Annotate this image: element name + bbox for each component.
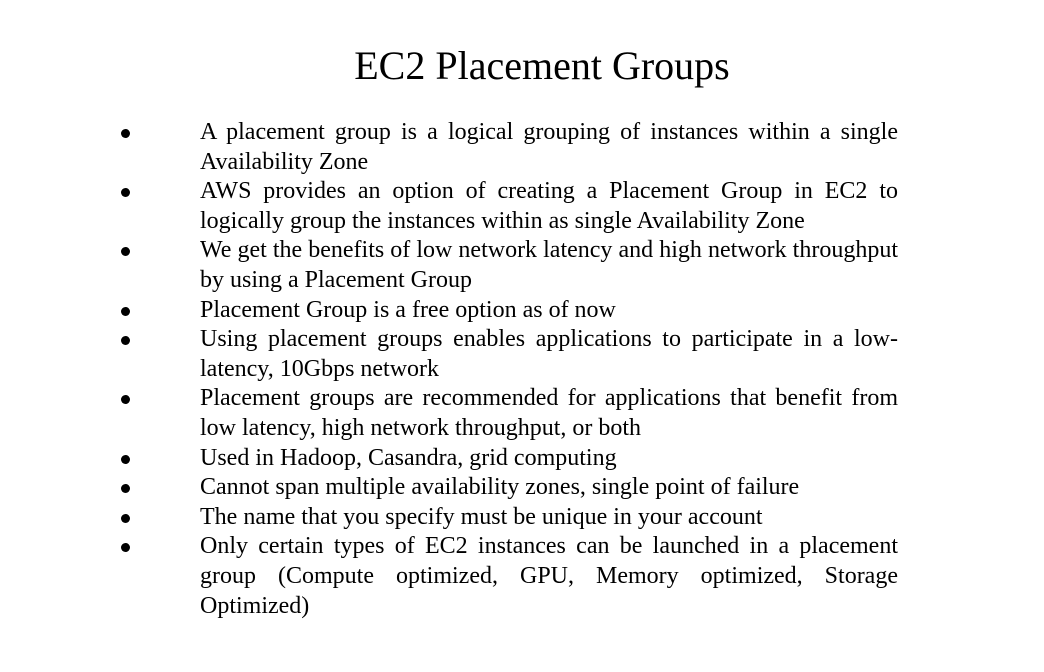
bullet-text: Used in Hadoop, Casandra, grid computing (200, 444, 617, 471)
bullet-dot-icon (121, 307, 130, 316)
bullet-dot-icon (121, 514, 130, 523)
bullet-item-7 (0, 444, 1044, 474)
bullet-text: A placement group is a logical grouping of instances within a single Availability Zone (200, 119, 898, 175)
bullet-item-8 (0, 473, 1044, 503)
bullet-item-3 (0, 236, 1044, 295)
bullet-item-10 (0, 532, 1044, 621)
bullet-dot-icon (121, 484, 130, 493)
bullet-item-4 (0, 296, 1044, 326)
bullet-item-9 (0, 503, 1044, 533)
bullet-text: Cannot span multiple availability zones, single point of failure (200, 474, 800, 501)
bullet-dot-icon (121, 543, 130, 552)
bullet-dot-icon (121, 395, 130, 404)
bullet-text: The name that you specify must be unique in your account (200, 503, 763, 530)
bullet-item-1 (0, 118, 1044, 177)
bullet-dot-icon (121, 129, 130, 138)
bullet-text: Using placement groups enables applications to participate in a low-latency, 10Gbps network (200, 326, 898, 382)
page-title: EC2 Placement Groups (354, 43, 730, 88)
bullet-text: Placement groups are recommended for applications that benefit from low latency, high network throughput, or both (200, 385, 898, 441)
bullet-text: AWS provides an option of creating a Placement Group in EC2 to logically group the instances within as single Availability Zone (200, 178, 898, 234)
bullet-dot-icon (121, 247, 130, 256)
bullet-text: Only certain types of EC2 instances can be launched in a placement group (Compute optimized, GPU, Memory optimized, Storage Optimized) (200, 533, 898, 619)
bullet-item-2 (0, 177, 1044, 236)
bullet-list (0, 118, 1044, 621)
bullet-dot-icon (121, 336, 130, 345)
bullet-text: We get the benefits of low network latency and high network throughput by using a Placement Group (200, 237, 898, 293)
bullet-text: Placement Group is a free option as of now (200, 296, 616, 323)
bullet-item-6 (0, 384, 1044, 443)
bullet-dot-icon (121, 188, 130, 197)
bullet-dot-icon (121, 455, 130, 464)
bullet-item-5 (0, 325, 1044, 384)
